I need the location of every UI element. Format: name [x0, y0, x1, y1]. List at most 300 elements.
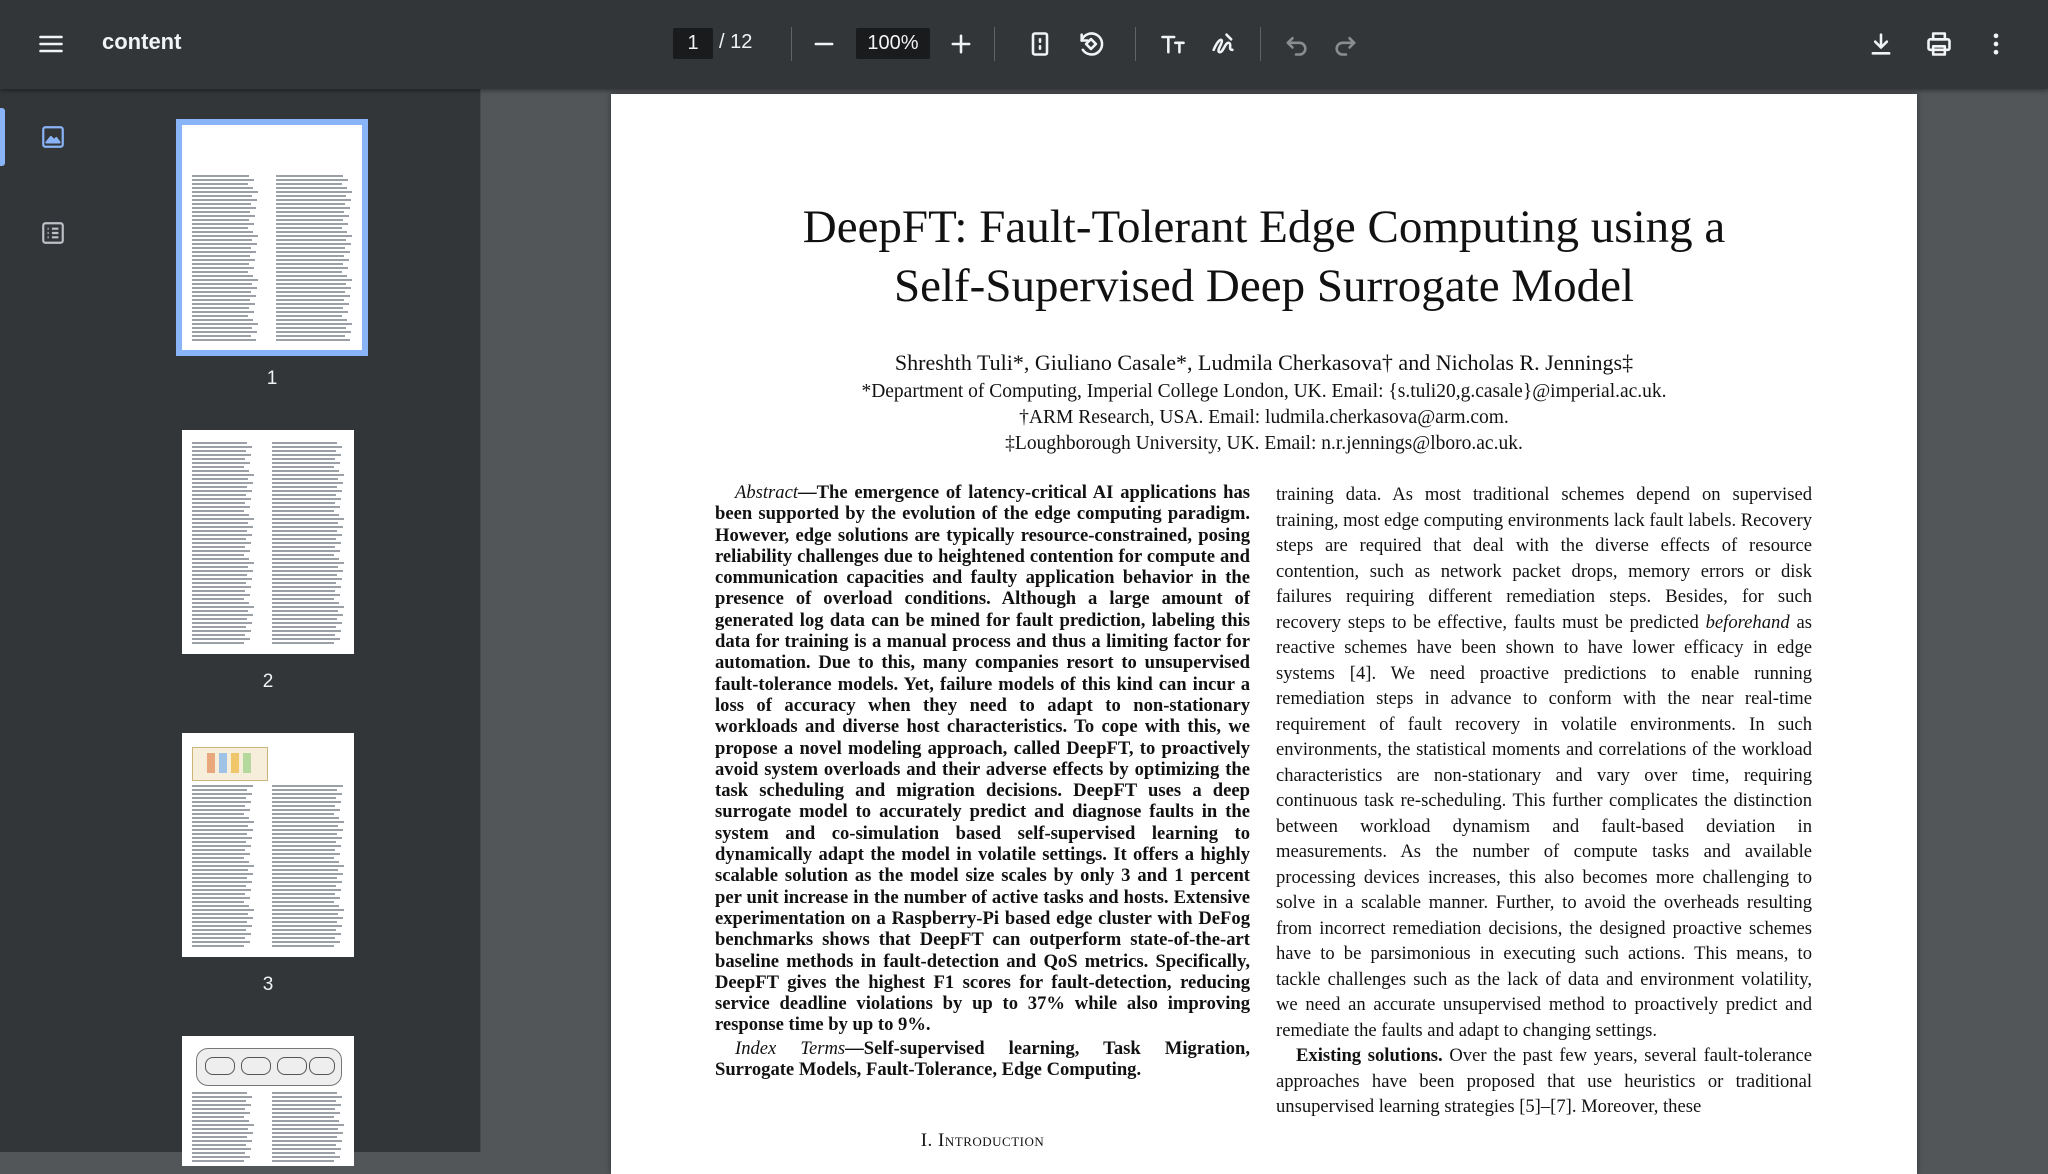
thumbnail-text-line — [192, 259, 255, 261]
thumbnail-text-line — [192, 566, 248, 568]
undo-icon[interactable] — [1272, 20, 1320, 68]
fit-page-icon[interactable] — [1016, 20, 1064, 68]
index-terms — [715, 1038, 1250, 1081]
thumbnail-text-line — [272, 849, 335, 851]
thumbnail-text-line — [192, 1140, 252, 1142]
thumbnail-text-line — [272, 570, 343, 572]
thumbnail-text-line — [272, 510, 334, 512]
thumbnail-text-line — [192, 183, 248, 185]
thumbnail-text-line — [192, 610, 248, 612]
more-icon[interactable] — [1972, 20, 2020, 68]
thumbnail-text-line — [272, 446, 342, 448]
thumbnail-text-line — [192, 331, 257, 333]
thumbnail-text-line — [192, 901, 244, 903]
thumbnail-text-line — [192, 1120, 249, 1122]
redo-icon[interactable] — [1322, 20, 1370, 68]
thumbnail-text-line — [192, 873, 253, 875]
thumbnail-text-line — [192, 574, 247, 576]
thumbnail-text-line — [192, 339, 256, 341]
thumbnail-text-line — [276, 287, 351, 289]
thumbnail-text-line — [192, 602, 249, 604]
thumbnail-text-line — [276, 303, 349, 305]
thumbnail-text-line — [272, 901, 334, 903]
thumbnail-text-line — [192, 630, 251, 632]
thumbnail-text-line — [192, 905, 249, 907]
thumbnail-text-line — [272, 1148, 341, 1150]
thumbnail-text-line — [192, 299, 250, 301]
paragraph — [1276, 1043, 1812, 1120]
thumbnail-text-line — [192, 554, 244, 556]
thumbnail-text-line — [272, 514, 339, 516]
thumbnail-text-line — [272, 574, 337, 576]
section-heading: I. Introduction — [920, 1130, 1045, 1151]
thumbnail-text-line — [192, 618, 247, 620]
thumbnail-text-line — [192, 490, 252, 492]
thumbnail-text-line — [192, 1160, 244, 1162]
thumbnail-text-line — [276, 187, 347, 189]
thumbnail-text-line — [192, 538, 246, 540]
thumbnail-text-line — [276, 335, 345, 337]
thumbnail-text-line — [276, 183, 342, 185]
thumbnail-text-line — [276, 239, 346, 241]
thumbnail-text-line — [192, 869, 248, 871]
thumbnail-text-line — [192, 833, 247, 835]
figure-preview — [192, 747, 268, 781]
thumbnail-text-line — [192, 562, 254, 564]
thumbnail-text-line — [272, 873, 343, 875]
thumbnail-text-line — [272, 813, 334, 815]
thumbnail-text-line — [192, 315, 248, 317]
thumbnail-text-line — [272, 821, 344, 823]
thumbnail-text-line — [272, 1096, 342, 1098]
thumbnail-text-line — [192, 817, 249, 819]
thumbnail-text-line — [192, 530, 247, 532]
thumbnail-text-line — [192, 841, 246, 843]
thumbnail-text-line — [272, 1136, 337, 1138]
thumbnail-text-line — [192, 1124, 254, 1126]
thumbnail-text-line — [272, 506, 340, 508]
page-thumbnail[interactable] — [182, 125, 362, 350]
thumbnail-text-line — [192, 897, 250, 899]
thumbnail-text-line — [192, 578, 252, 580]
thumbnail-text-line — [272, 622, 342, 624]
thumbnail-text-line — [192, 311, 254, 313]
page-thumbnail[interactable] — [182, 1036, 354, 1166]
thumbnail-text-line — [192, 582, 246, 584]
thumbnail-text-line — [192, 450, 246, 452]
thumbnail-text-line — [192, 327, 252, 329]
thumbnail-text-line — [192, 187, 253, 189]
thumbnail-text-line — [192, 797, 246, 799]
zoom-in-icon[interactable] — [937, 20, 985, 68]
thumbnail-text-line — [276, 267, 348, 269]
thumbnail-text-line — [192, 590, 245, 592]
zoom-level-input[interactable]: 100% — [856, 28, 930, 59]
thumbnail-text-line — [276, 179, 348, 181]
thumbnail-text-line — [272, 1100, 336, 1102]
thumbnail-text-line — [192, 199, 257, 201]
thumbnail-text-line — [276, 231, 347, 233]
thumbnail-text-line — [272, 538, 336, 540]
thumbnail-text-line — [276, 339, 350, 341]
thumbnail-text-line — [272, 462, 340, 464]
thumbnail-text-line — [192, 442, 247, 444]
affiliation: *Department of Computing, Imperial College London, UK. Email: {s.tuli20,g.casale}@imperial.ac.uk. — [861, 381, 1667, 402]
thumbnail-text-line — [192, 1092, 247, 1094]
page-count: / 12 — [719, 31, 753, 53]
thumbnail-text-line — [192, 179, 254, 181]
thumbnail-text-line — [192, 1108, 245, 1110]
thumbnail-text-line — [276, 291, 345, 293]
divider — [1135, 27, 1136, 61]
thumbnail-text-line — [192, 175, 249, 177]
menu-icon[interactable] — [27, 20, 75, 68]
thumbnail-text-line — [272, 502, 335, 504]
thumbnail-text-line — [192, 215, 255, 217]
thumbnail-text-line — [192, 1116, 244, 1118]
thumbnail-text-line — [276, 311, 348, 313]
affiliation: †ARM Research, USA. Email: ludmila.cherkasova@arm.com. — [1019, 407, 1509, 428]
thumbnail-text-line — [192, 1132, 253, 1134]
thumbnail-text-line — [192, 845, 251, 847]
thumbnail-text-line — [272, 630, 341, 632]
thumbnail-text-line — [272, 893, 335, 895]
thumbnail-text-line — [192, 857, 244, 859]
text-annotation-icon[interactable] — [1149, 20, 1197, 68]
thumbnail-text-line — [272, 1104, 341, 1106]
thumbnail-text-line — [276, 195, 346, 197]
thumbnail-text-line — [276, 295, 350, 297]
thumbnail-text-line — [272, 789, 337, 791]
page-thumbnail[interactable] — [182, 430, 354, 654]
thumbnail-text-line — [276, 259, 349, 261]
paper-authors: Shreshth Tuli*, Giuliano Casale*, Ludmila Cherkasova† and Nicholas R. Jennings‡ — [894, 350, 1634, 375]
thumbnail-text-line — [192, 283, 252, 285]
thumbnail-text-line — [192, 227, 248, 229]
thumbnail-text-line — [192, 502, 245, 504]
thumbnail-text-line — [192, 1148, 251, 1150]
page-thumbnail[interactable] — [182, 733, 354, 957]
thumbnail-text-line — [272, 909, 344, 911]
thumbnail-text-line — [272, 598, 334, 600]
thumbnail-text-line — [276, 299, 344, 301]
thumbnail-text-line — [192, 789, 247, 791]
thumbnail-text-line — [192, 626, 246, 628]
thumbnail-text-line — [272, 530, 337, 532]
thumbnail-text-line — [192, 542, 251, 544]
thumbnail-text-line — [276, 275, 347, 277]
thumbnail-text-line — [272, 558, 339, 560]
thumbnail-text-line — [192, 510, 244, 512]
thumbnail-text-line — [192, 534, 252, 536]
thumbnail-text-line — [192, 462, 250, 464]
thumbnail-text-line — [272, 466, 334, 468]
thumbnail-text-line — [192, 642, 244, 644]
thumbnail-text-line — [272, 797, 336, 799]
thumbnail-text-line — [272, 785, 343, 787]
thumbnail-text-line — [192, 287, 257, 289]
thumbnail-text-line — [276, 323, 352, 325]
thumbnail-text-line — [192, 801, 251, 803]
thumbnail-text-line — [272, 1092, 337, 1094]
thumbnail-text-line — [192, 853, 250, 855]
thumbnail-text-line — [192, 211, 250, 213]
thumbnail-text-line — [192, 606, 254, 608]
thumbnail-text-line — [192, 474, 254, 476]
thumbnail-text-line — [192, 937, 245, 939]
index-terms-label: Index Terms — [735, 1037, 846, 1059]
thumbnail-text-line — [192, 837, 252, 839]
thumbnail-text-line — [192, 793, 252, 795]
thumbnail-text-line — [272, 490, 342, 492]
thumbnail-text-line — [192, 275, 253, 277]
thumbnail-text-line — [192, 458, 245, 460]
thumbnail-text-line — [276, 219, 343, 221]
outline-view-icon[interactable] — [33, 213, 73, 253]
thumbnail-text-line — [276, 271, 342, 273]
thumbnail-text-line — [276, 319, 347, 321]
thumbnail-text-line — [192, 191, 258, 193]
thumbnail-text-line — [272, 925, 342, 927]
left-column — [715, 482, 1250, 1080]
thumbnail-text-line — [272, 486, 337, 488]
thumbnail-text-line — [192, 295, 256, 297]
thumbnail-text-line — [192, 466, 244, 468]
thumbnail-text-line — [272, 594, 340, 596]
thumbnail-text-line — [192, 219, 249, 221]
paper-title-line: DeepFT: Fault-Tolerant Edge Computing using a — [802, 201, 1726, 253]
thumbnail-text-line — [192, 865, 254, 867]
thumbnail-text-line — [192, 861, 249, 863]
thumbnail-text-line — [276, 279, 352, 281]
divider — [791, 27, 792, 61]
thumbnail-text-line — [192, 885, 246, 887]
thumbnail-text-line — [192, 263, 249, 265]
thumbnail-text-line — [192, 1096, 252, 1098]
thumbnail-text-line — [192, 825, 248, 827]
thumbnail-text-line — [192, 813, 244, 815]
thumbnail-text-line — [272, 825, 338, 827]
thumbnail-text-line — [192, 546, 245, 548]
thumbnail-text-line — [272, 494, 336, 496]
thumbnail-text-line — [192, 522, 248, 524]
thumbnail-text-line — [272, 933, 341, 935]
pdf-toolbar — [0, 0, 2048, 89]
thumbnail-text-line — [192, 558, 249, 560]
thumbnail-text-line — [272, 634, 335, 636]
thumbnail-text-line — [192, 570, 253, 572]
thumbnail-text-line — [272, 610, 338, 612]
thumbnail-text-line — [192, 550, 250, 552]
thumbnail-text-line — [192, 929, 246, 931]
pdf-page — [611, 94, 1917, 1174]
paragraph — [1276, 482, 1812, 1043]
thumbnail-text-line — [272, 614, 343, 616]
thumbnail-text-line — [272, 1116, 334, 1118]
thumbnail-text-line — [272, 1112, 340, 1114]
thumbnail-text-line — [276, 307, 343, 309]
thumbnail-text-line — [272, 897, 340, 899]
thumbnail-text-line — [276, 283, 346, 285]
paragraph-text: training data. As most traditional schemes depend on supervised training, most edge computing environments lack fault labels. Recovery steps are required that deal with the diverse effects of resource contention, such as network packet drops, memory errors or disk failures requiring different remediation steps. Besides, for such recovery steps to be effective, faults must be predicted — [1276, 484, 1812, 633]
thumbnail-text-line — [192, 1112, 250, 1114]
thumbnail-text-line — [272, 582, 336, 584]
thumbnail-text-line — [192, 239, 252, 241]
download-icon[interactable] — [1857, 20, 1905, 68]
thumbnail-text-line — [276, 223, 348, 225]
thumbnail-text-line — [272, 801, 341, 803]
thumbnail-text-line — [272, 550, 340, 552]
thumbnail-text-line — [272, 590, 335, 592]
thumbnail-text-line — [192, 1144, 246, 1146]
thumbnail-text-line — [272, 1156, 340, 1158]
thumbnail-text-line — [272, 498, 341, 500]
thumbnail-text-line — [272, 578, 342, 580]
thumbnail-text-line — [192, 909, 254, 911]
thumbnail-text-line — [192, 634, 245, 636]
thumbnail-text-line — [272, 642, 334, 644]
thumbnail-text-line — [192, 303, 255, 305]
abstract-label: Abstract — [735, 482, 799, 503]
thumbnail-text-line — [272, 937, 335, 939]
thumbnail-text-line — [272, 913, 338, 915]
thumbnail-text-line — [192, 1128, 248, 1130]
thumbnail-text-line — [192, 881, 252, 883]
thumbnail-text-line — [192, 809, 250, 811]
document-title: content — [102, 29, 182, 54]
thumbnail-text-line — [276, 235, 352, 237]
thumbnail-text-line — [192, 323, 258, 325]
thumbnail-text-line — [192, 594, 250, 596]
thumbnail-text-line — [276, 203, 345, 205]
thumbnail-text-line — [192, 203, 251, 205]
thumbnail-text-line — [272, 566, 338, 568]
thumbnail-text-line — [272, 442, 337, 444]
thumbnail-text-line — [272, 1132, 343, 1134]
thumbnail-text-line — [192, 279, 258, 281]
thumbnail-text-line — [272, 869, 338, 871]
zoom-out-icon[interactable] — [800, 20, 848, 68]
thumbnail-text-line — [192, 526, 253, 528]
thumbnail-text-line — [192, 235, 258, 237]
thumbnail-text-line — [192, 945, 244, 947]
divider — [1260, 27, 1261, 61]
thumbnail-text-line — [272, 554, 334, 556]
divider — [994, 27, 995, 61]
thumbnail-text-line — [192, 251, 256, 253]
print-icon[interactable] — [1915, 20, 1963, 68]
paper-title-line: Self-Supervised Deep Surrogate Model — [893, 260, 1635, 312]
thumbnail-text-line — [192, 933, 251, 935]
thumbnail-text-line — [272, 1160, 334, 1162]
thumbnail-text-line — [272, 917, 343, 919]
abstract-text: —The emergence of latency-critical AI applications has been supported by the evolution of the edge computing paradigm. However, edge solutions are typically resource-constrained, posing reliability challenges due to heightened contention for compute and communication capacities and faulty application behavior in the presence of overload conditions. Although a large amount of generated log data can be mined for fault prediction, labeling this data for training is a manual process and thus a limiting factor for automation. Due to this, many companies resort to unsupervised fault-tolerance models. Yet, failure models of this kind can incur a loss of accuracy when they need to adapt to non-stationary workloads and diverse host characteristics. To cope with this, we propose a novel modeling approach, called DeepFT, to proactively avoid system overloads and their adverse effects by optimizing the task scheduling and migration decisions. DeepFT uses a deep surrogate model to accurately predict and diagnose faults in the system and co-simulation based self-supervised learning to dynamically adapt the model in volatile settings. It offers a highly scalable solution as the model size scales by only 3 and 1 percent per unit increase in the number of active tasks and hosts. Extensive experimentation on a Raspberry-Pi based edge cluster with DeFog benchmarks shows that DeepFT can outperform state-of-the-art baseline methods in fault-detection and QoS metrics. Specifically, DeepFT gives the highest F1 scores for fault-detection, reducing service deadline violations by up to 37% while also improving response time by up to 9%. — [715, 482, 1250, 1036]
thumbnail-text-line — [272, 470, 339, 472]
thumbnail-text-line — [272, 478, 338, 480]
index-terms-text: —Self-supervised learning, Task Migration, Surrogate Models, Fault-Tolerance, Edge Computing. — [715, 1037, 1250, 1081]
thumbnail-label: 2 — [262, 671, 274, 692]
paper-title — [611, 198, 1917, 316]
thumbnail-text-line — [276, 191, 352, 193]
thumbnail-text-line — [272, 454, 341, 456]
thumbnail-text-line — [192, 291, 251, 293]
thumbnail-text-line — [192, 319, 253, 321]
thumbnail-text-line — [192, 1104, 251, 1106]
thumbnail-text-line — [272, 853, 340, 855]
thumbnail-text-line — [192, 247, 251, 249]
thumbnail-text-line — [272, 881, 342, 883]
thumbnail-text-line — [192, 917, 253, 919]
thumbnail-text-line — [192, 1156, 250, 1158]
page-number-input[interactable]: 1 — [673, 28, 713, 59]
thumbnail-text-line — [272, 626, 336, 628]
thumbnail-text-line — [272, 606, 344, 608]
thumbnail-text-line — [192, 925, 252, 927]
thumbnail-text-line — [192, 1136, 247, 1138]
abstract — [715, 482, 1250, 1036]
thumbnail-text-line — [192, 271, 248, 273]
thumbnail-text-line — [272, 921, 337, 923]
emphasis: beforehand — [1705, 611, 1790, 633]
thumbnail-text-line — [272, 845, 341, 847]
diagram-preview — [196, 1048, 342, 1086]
thumbnail-text-line — [272, 542, 341, 544]
thumbnail-text-line — [192, 446, 252, 448]
draw-icon[interactable] — [1199, 20, 1247, 68]
thumbnail-text-line — [192, 223, 254, 225]
paragraph-heading: Existing solutions. — [1296, 1045, 1443, 1066]
thumbnail-text-line — [192, 586, 251, 588]
thumbnail-text-line — [192, 829, 253, 831]
thumbnail-text-line — [192, 243, 257, 245]
thumbnail-text-line — [192, 478, 248, 480]
thumbnail-text-line — [276, 175, 343, 177]
thumbnail-text-line — [192, 598, 244, 600]
thumbnail-text-line — [272, 841, 336, 843]
right-column — [1276, 482, 1812, 1120]
thumbnail-text-line — [192, 518, 254, 520]
thumbnail-text-line — [272, 829, 343, 831]
thumbnail-text-line — [192, 821, 254, 823]
thumbnail-text-line — [272, 522, 338, 524]
thumbnail-text-line — [276, 331, 351, 333]
thumbnail-text-line — [192, 1152, 245, 1154]
thumbnail-text-line — [192, 231, 253, 233]
thumbnail-text-line — [192, 267, 254, 269]
thumbnail-text-line — [272, 1144, 336, 1146]
thumbnail-text-line — [272, 1128, 338, 1130]
thumbnail-text-line — [192, 913, 248, 915]
thumbnail-view-icon[interactable] — [33, 117, 73, 157]
thumbnail-text-line — [192, 622, 252, 624]
thumbnail-text-line — [272, 905, 339, 907]
thumbnail-text-line — [272, 1152, 335, 1154]
thumbnail-text-line — [276, 211, 344, 213]
thumbnail-text-line — [192, 307, 249, 309]
thumbnail-text-line — [192, 921, 247, 923]
rail-active-indicator — [0, 108, 5, 166]
thumbnail-text-line — [272, 885, 336, 887]
thumbnail-text-line — [276, 199, 351, 201]
thumbnail-text-line — [192, 498, 251, 500]
thumbnail-text-line — [276, 207, 350, 209]
thumbnail-text-line — [272, 546, 335, 548]
thumbnail-text-line — [192, 805, 245, 807]
rotate-icon[interactable] — [1067, 20, 1115, 68]
thumbnail-text-line — [272, 450, 336, 452]
thumbnail-text-line — [272, 638, 340, 640]
thumbnail-text-line — [276, 215, 349, 217]
